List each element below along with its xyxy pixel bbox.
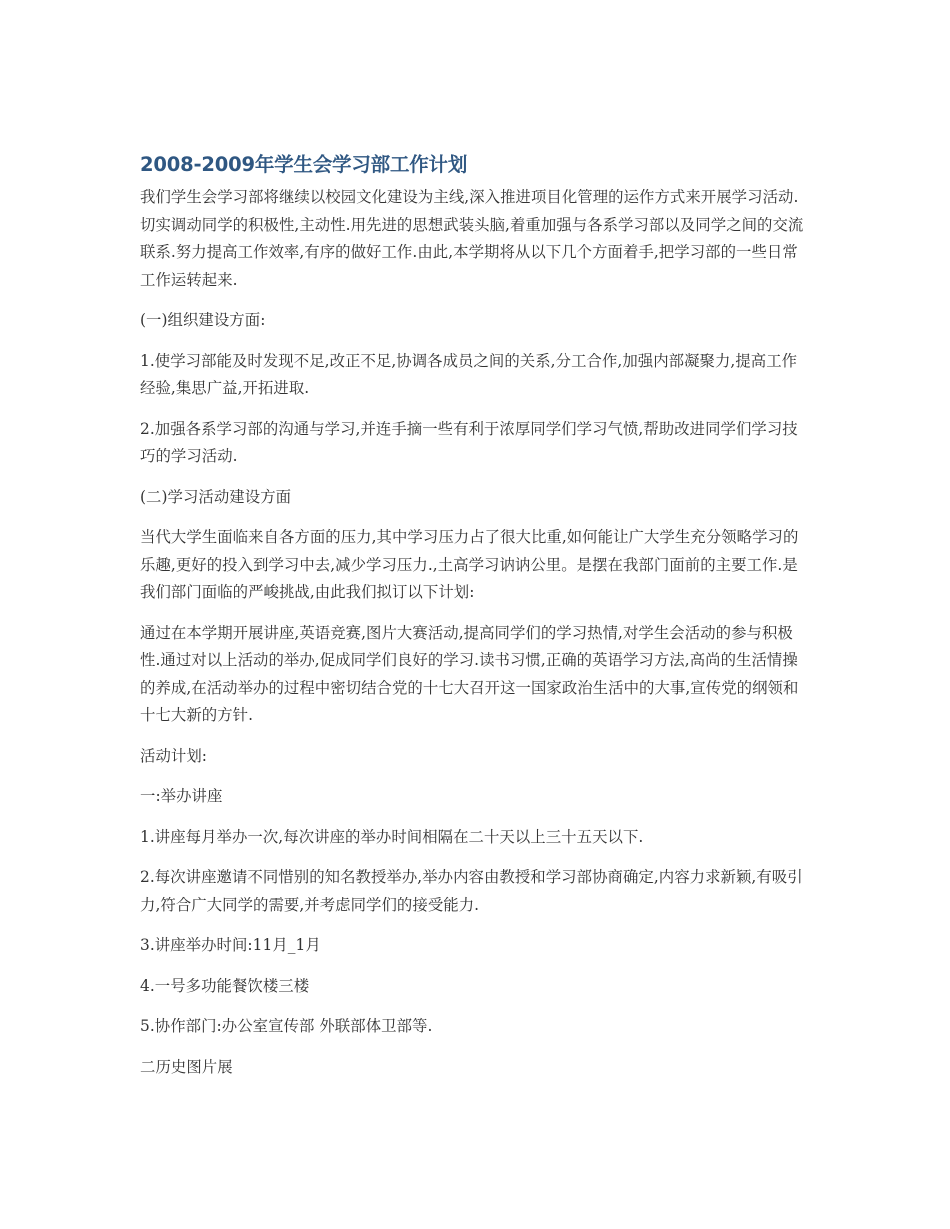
document-page	[140, 150, 812, 1094]
lecture-item-5: 5.协作部门:办公室宣传部 外联部体卫部等.	[140, 1017, 433, 1035]
activities-context-paragraph: 当代大学生面临来自各方面的压力,其中学习压力占了很大比重,如何能让广大学生充分领略学习的乐趣,更好的投入到学习中去,减少学习压力.,土高学习讷讷公里。是摆在我部门面前的主要工作.是我们部门面临的严峻挑战,由此我们拟订以下计划:	[140, 528, 799, 601]
lecture-heading: 一:举办讲座	[140, 787, 223, 805]
photo-exhibition-heading: 二历史图片展	[140, 1057, 233, 1076]
organization-item-1: 1.使学习部能及时发现不足,改正不足,协调各成员之间的关系,分工合作,加强内部凝聚力,提高工作经验,集思广益,开拓进取.	[140, 351, 798, 397]
document-title: 2008-2009年学生会学习部工作计划	[140, 153, 468, 176]
activity-plan-heading: 活动计划:	[140, 746, 207, 765]
lecture-item-4: 4.一号多功能餐饮楼三楼	[140, 976, 310, 995]
lecture-item-1: 1.讲座每月举办一次,每次讲座的举办时间相隔在二十天以上三十五天以下.	[140, 827, 644, 846]
lecture-item-3: 3.讲座举办时间:11月_1月	[140, 936, 321, 954]
intro-paragraph: 我们学生会学习部将继续以校园文化建设为主线,深入推进项目化管理的运作方式来开展学习活动.切实调动同学的积极性,主动性.用先进的思想武装头脑,着重加强与各系学习部以及同学之间的交流联系.努力提高工作效率,有序的做好工作.由此,本学期将从以下几个方面着手,把学习部的一些日常工作运转起来.	[140, 188, 804, 289]
section-heading-organization: (一)组织建设方面:	[140, 311, 266, 329]
lecture-item-2: 2.每次讲座邀请不同惜别的知名教授举办,举办内容由教授和学习部协商确定,内容力求新颖,有吸引力,符合广大同学的需要,并考虑同学们的接受能力.	[140, 868, 803, 914]
section-heading-activities: (二)学习活动建设方面	[140, 487, 292, 506]
activities-goals-paragraph: 通过在本学期开展讲座,英语竞赛,图片大赛活动,提高同学们的学习热情,对学生会活动的参与积极性.通过对以上活动的举办,促成同学们良好的学习.读书习惯,正确的英语学习方法,高尚的生活情操的养成,在活动举办的过程中密切结合党的十七大召开这一国家政治生活中的大事,宣传党的纲领和十七大新的方针.	[140, 623, 799, 724]
organization-item-2: 2.加强各系学习部的沟通与学习,并连手摘一些有利于浓厚同学们学习气愤,帮助改进同学们学习技巧的学习活动.	[140, 419, 798, 465]
